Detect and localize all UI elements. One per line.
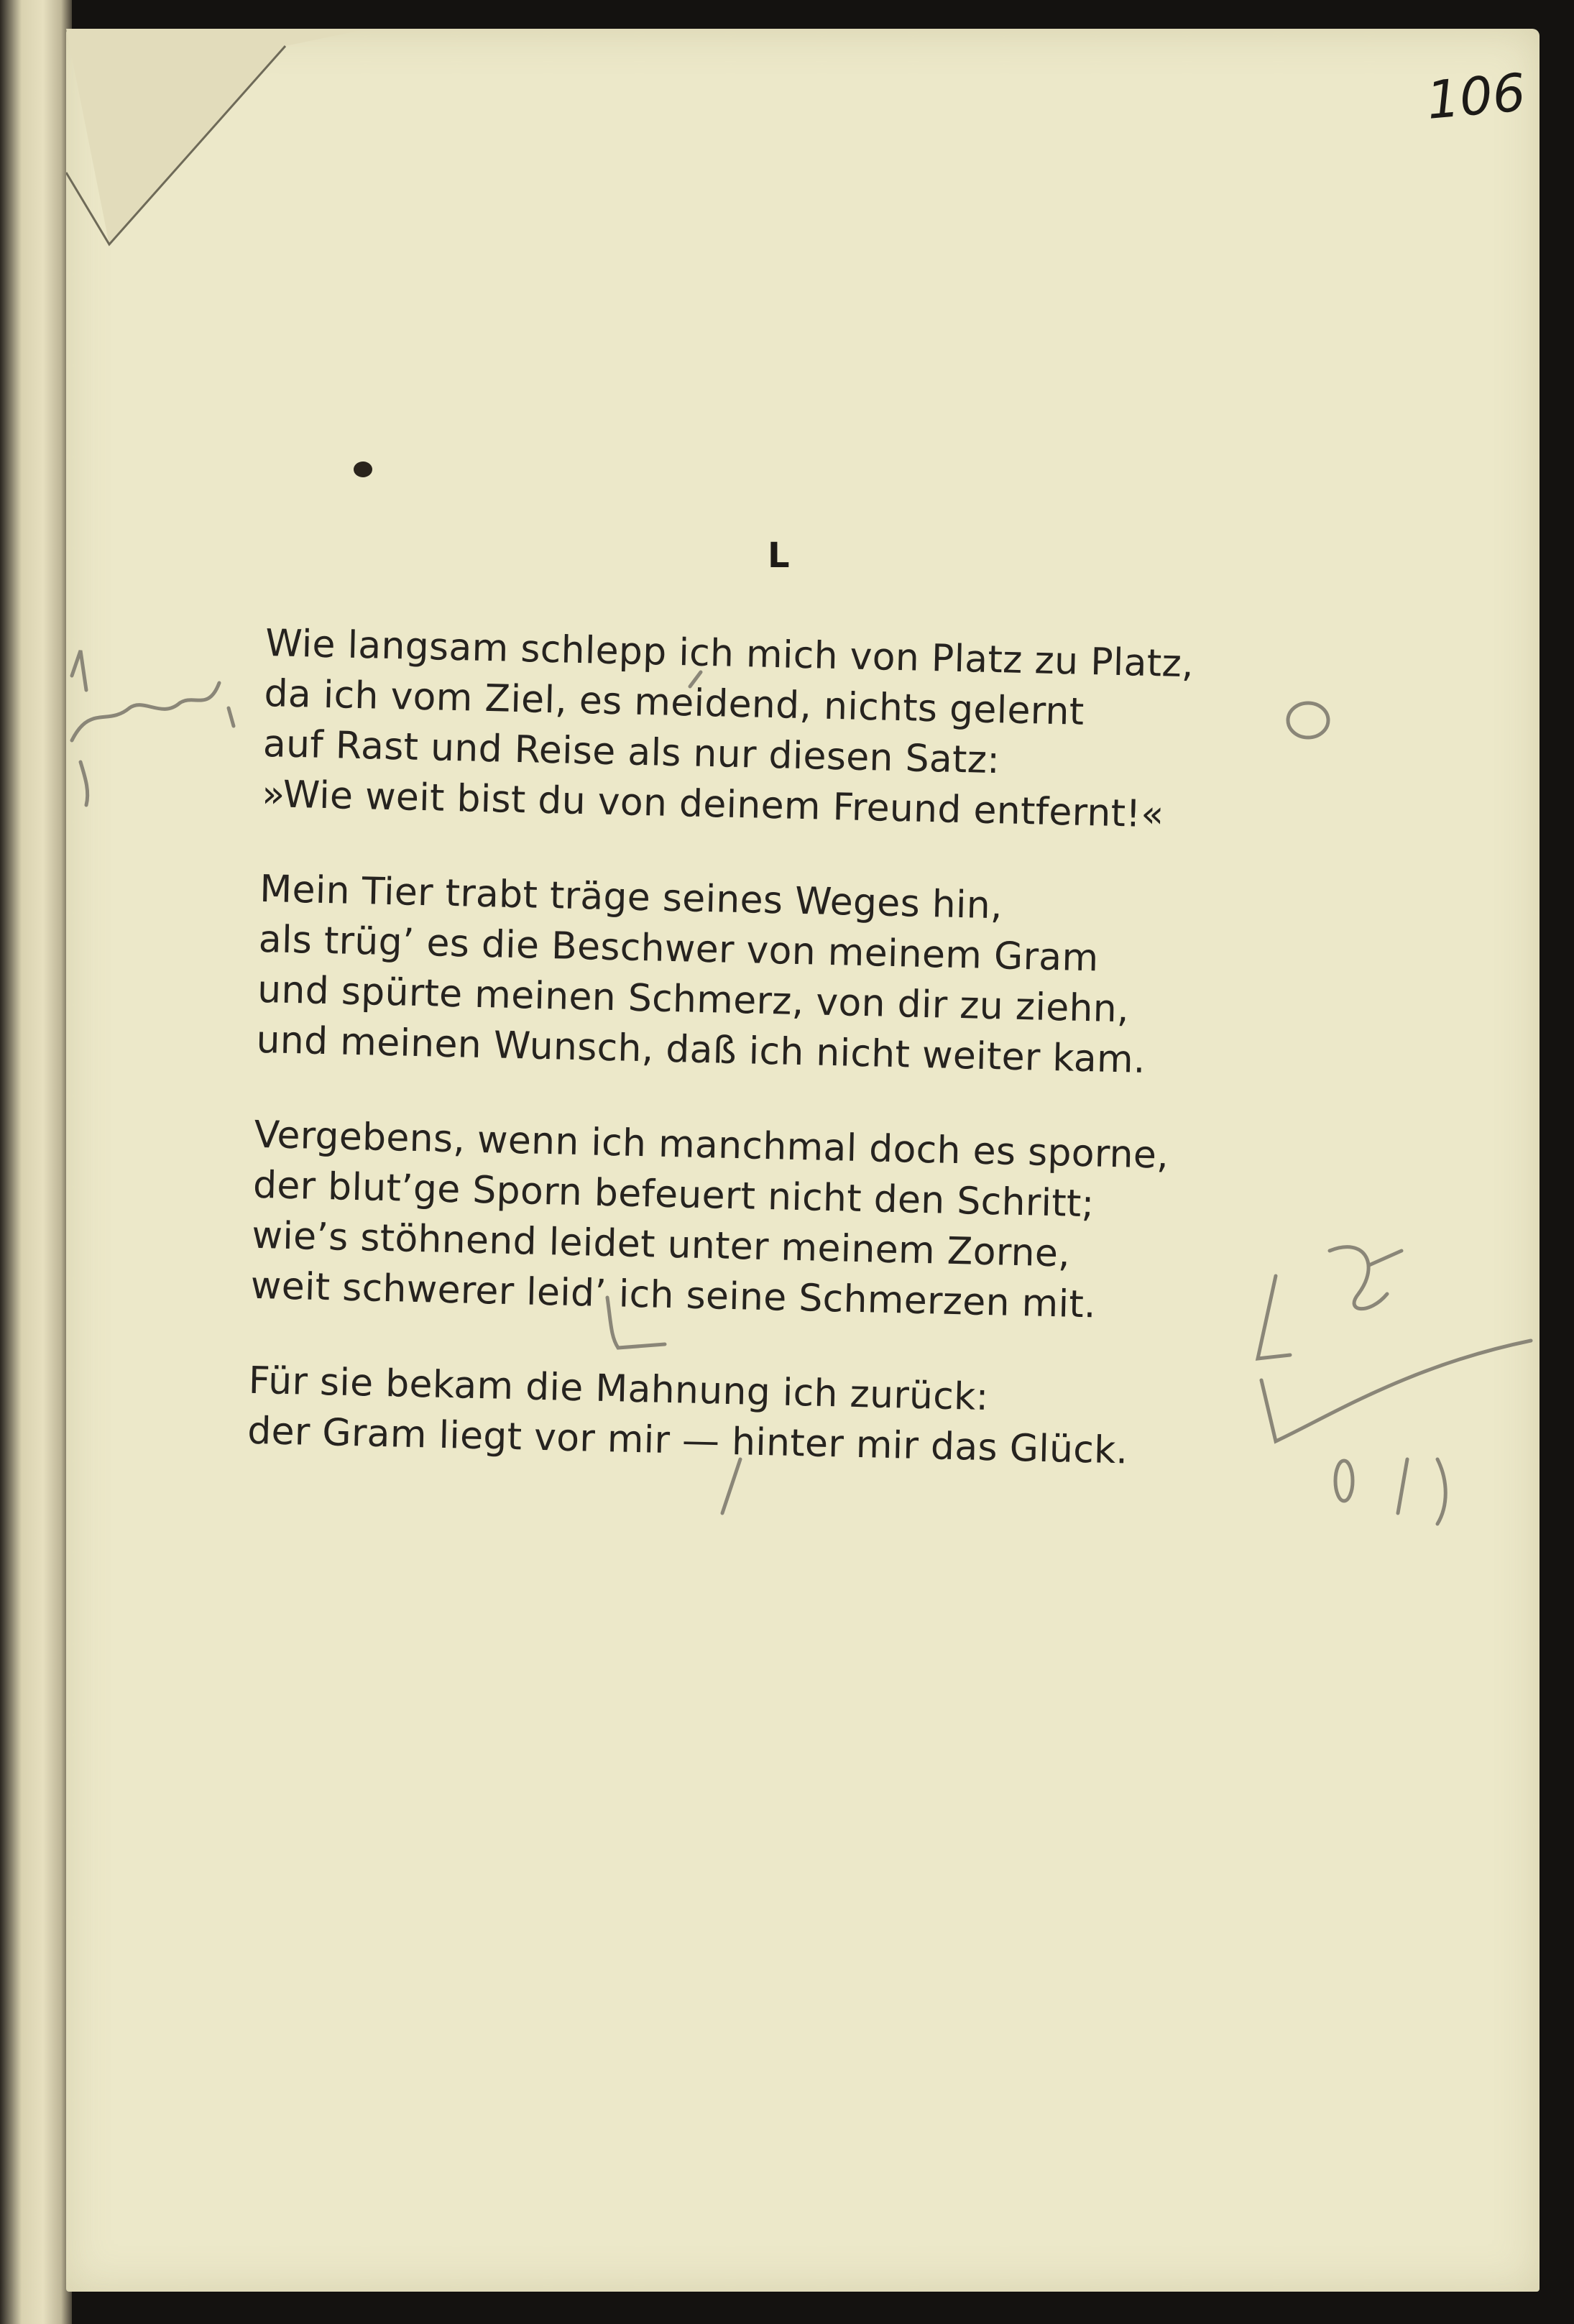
poem-line: der Gram liegt vor mir — hinter mir das Glück. bbox=[247, 1409, 1129, 1473]
page-number: 106 bbox=[1424, 62, 1528, 131]
stanza-3 bbox=[250, 1110, 1297, 1335]
poem-line: und spürte meinen Schmerz, von dir zu ziehn, bbox=[257, 968, 1130, 1032]
poem-line: Wie langsam schlepp ich mich von Platz zu Platz, bbox=[264, 621, 1195, 686]
poem-line: Vergebens, wenn ich manchmal doch es sporne, bbox=[254, 1113, 1169, 1177]
poem-line: wie’s stöhnend leidet unter meinem Zorne, bbox=[251, 1213, 1071, 1276]
poem-text bbox=[247, 618, 1308, 1480]
poem-line: der blut’ge Sporn befeuert nicht den Schritt; bbox=[252, 1163, 1095, 1226]
stanza-2 bbox=[256, 864, 1302, 1089]
poem-line: auf Rast und Reise als nur diesen Satz: bbox=[262, 722, 1000, 783]
folded-corner bbox=[66, 29, 368, 259]
poem-line: als trüg’ es die Beschwer von meinem Gram bbox=[258, 917, 1100, 980]
poem-line: »Wie weit bist du von deinem Freund entfernt!« bbox=[261, 772, 1165, 837]
poem-line: und meinen Wunsch, daß ich nicht weiter kam. bbox=[256, 1018, 1146, 1082]
book-binding-edge bbox=[0, 0, 72, 2324]
stanza-1 bbox=[262, 618, 1308, 843]
poem-line: Für sie bekam die Mahnung ich zurück: bbox=[248, 1359, 990, 1420]
poem-title: L bbox=[768, 536, 790, 576]
poem-line: weit schwerer leid’ ich seine Schmerzen mit. bbox=[250, 1264, 1097, 1327]
ink-dot bbox=[354, 461, 372, 477]
poem-line: da ich vom Ziel, es meidend, nichts gelernt bbox=[263, 671, 1085, 734]
poem-line: Mein Tier trabt träge seines Weges hin, bbox=[259, 867, 1003, 928]
